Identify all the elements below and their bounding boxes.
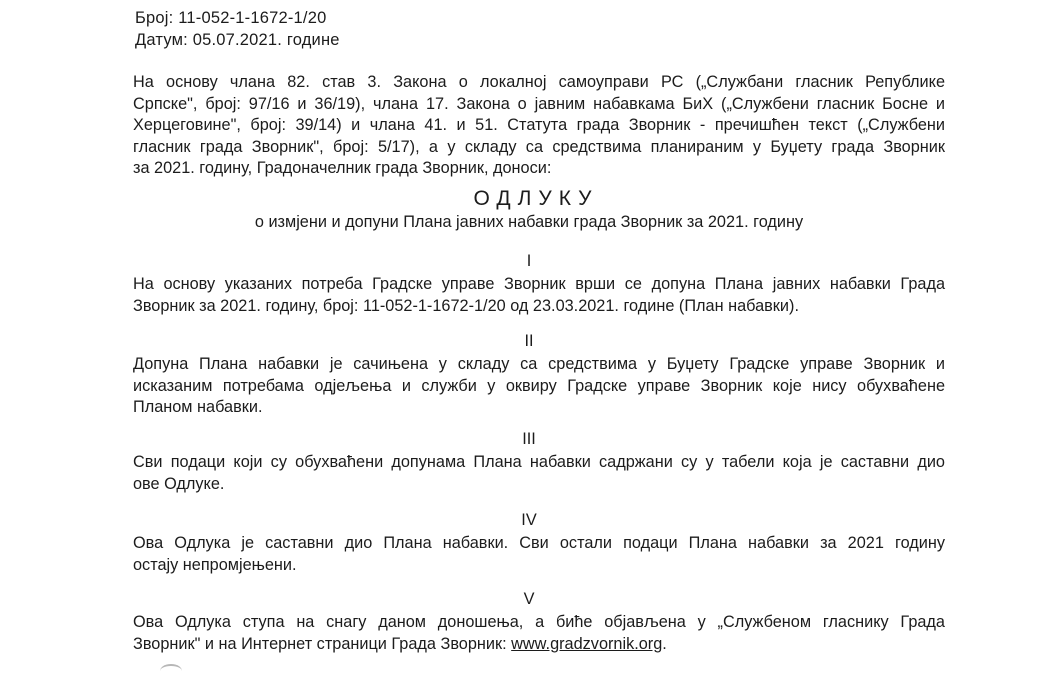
article-line: Ова Одлука ступа на снагу даном доношења, а биће објављена у „Службеном гласнику Града [133,613,945,631]
decision-title: ОДЛУКУ [473,187,599,210]
preamble-paragraph [133,72,945,180]
article-line: остају непромјењени. [133,555,297,574]
article-2-text [133,354,945,419]
article-1-text [133,274,945,317]
article-line: Ова Одлука је саставни дио Плана набавки. Сви остали подаци Плана набавки за 2021 годину [133,534,945,552]
preamble-line: Херцеговине", број: 39/14) и члана 41. и 51. Статута града Зворник - пречишћен текст („Службени [133,116,945,134]
article-line: На основу указаних потреба Градске управе Зворник врши се допуна Плана јавних набавки Града [133,275,945,293]
preamble-line: гласник града Зворник", број: 5/17), а у складу са средствима планираним у Буџету града Зворник [133,137,945,156]
article-3-text [133,452,945,495]
article-4-text [133,533,945,576]
article-line: Допуна Плана набавки је сачињена у складу са средствима у Буџету Градске управе Зворник и [133,355,945,373]
document-number: Број: 11-052-1-1672-1/20 [135,9,327,27]
article-numeral-3: III [522,430,536,448]
article-numeral-2: II [524,332,534,350]
scan-artifact [160,664,182,678]
document-date: Датум: 05.07.2021. године [135,31,340,49]
website-link[interactable]: www.gradzvornik.org [511,634,663,653]
article-line: исказаним потребама одјељења и служби у оквиру Градске управе Зворник које нису обухваћене [133,376,945,395]
link-suffix: . [662,634,667,653]
article-5-text [133,612,945,655]
article-numeral-1: I [526,252,532,270]
article-line: Планом набавки. [133,398,263,416]
decision-subtitle: о измјени и допуни Плана јавних набавки града Зворник за 2021. годину [254,213,804,231]
article-numeral-5: V [523,590,535,608]
article-line: ове Одлуке. [133,474,225,493]
preamble-line: На основу члана 82. став 3. Закона о локалној самоуправи РС („Службани гласник Републике [133,73,945,91]
preamble-line: за 2021. годину, Градоначелник града Зворник, доноси: [133,159,552,177]
article-line [133,634,945,656]
article-line: Зворник за 2021. годину, број: 11-052-1-1672-1/20 од 23.03.2021. године (План набавки). [133,296,799,315]
article-line: Сви подаци који су обухваћени допунама Плана набавки садржани су у табели која је саставни дио [133,453,945,471]
article-line-text: Зворник" и на Интернет страници Града Зворник: [133,634,512,653]
article-numeral-4: IV [521,511,537,529]
preamble-line: Српске", број: 97/16 и 36/19), члана 17. Закона о јавним набавкама БиХ („Службени гласник Босне и [133,94,945,113]
